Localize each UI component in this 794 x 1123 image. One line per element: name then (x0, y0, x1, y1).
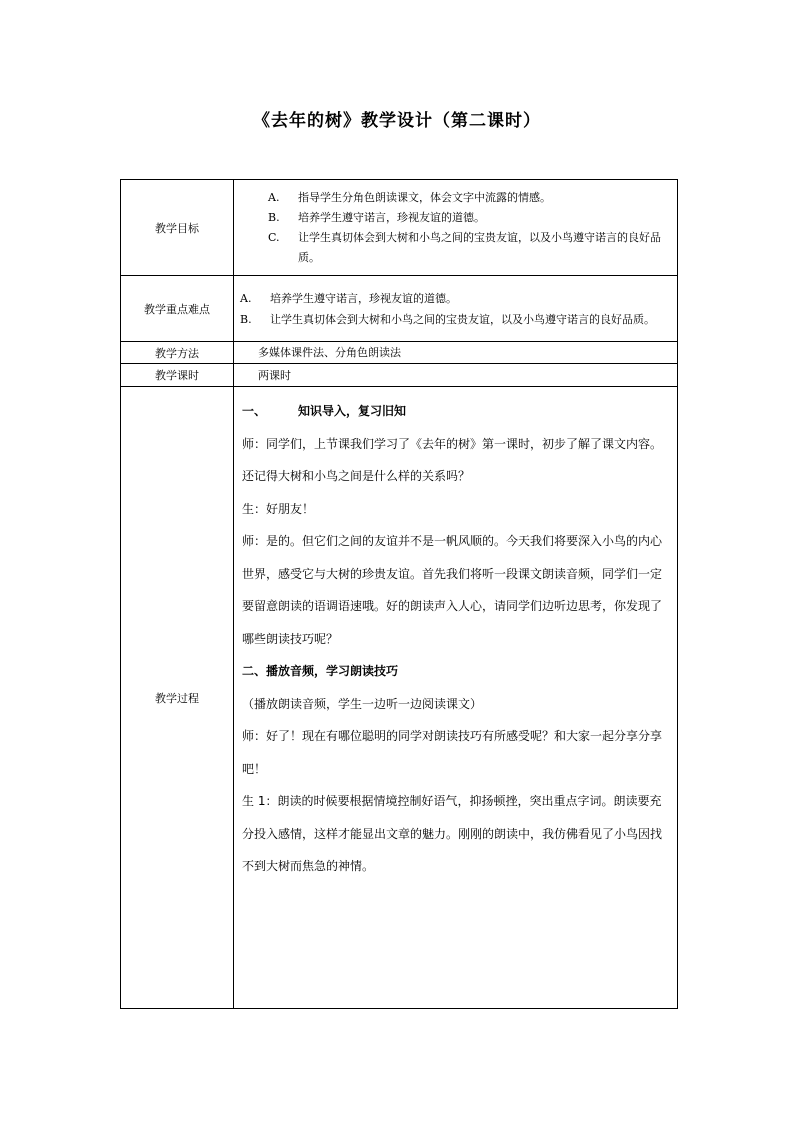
table-row-hours (121, 364, 678, 387)
table-row-method (121, 342, 678, 364)
list-text: 指导学生分角色朗读课文，体会文字中流露的情感。 (298, 190, 551, 204)
paragraph: 生 1：朗读的时候要根据情境控制好语气，抑扬顿挫，突出重点字词。朗读要充分投入感情，这样才能显出文章的魅力。刚刚的朗读中，我仿佛看见了小鸟因找不到大树而焦急的神情。 (242, 794, 663, 873)
row-label-goals: 教学目标 (121, 180, 234, 276)
table-row-process (121, 387, 678, 1009)
table-row-goals (121, 180, 678, 276)
list-text: 让学生真切体会到大树和小鸟之间的宝贵友谊，以及小鸟遵守诺言的良好品质。 (298, 230, 661, 264)
paragraph: 师：好了！现在有哪位聪明的同学对朗读技巧有所感受呢？和大家一起分享分享吧！ (242, 729, 663, 776)
lesson-plan-table (120, 179, 678, 1009)
paragraph: 生：好朋友！ (242, 501, 315, 516)
list-marker: A. (268, 190, 280, 204)
row-label-hours: 教学课时 (121, 364, 234, 387)
row-label-process: 教学过程 (121, 387, 234, 1009)
section-heading (242, 395, 671, 428)
list-text: 培养学生遵守诺言，珍视友谊的道德。 (298, 210, 485, 224)
paragraph: 师：是的。但它们之间的友谊并不是一帆风顺的。今天我们将要深入小鸟的内心世界，感受它与大树的珍贵友谊。首先我们将听一段课文朗读音频，同学们一定要留意朗读的语调语速哦。好的朗读声入人心，请同学们边听边思考，你发现了哪些朗读技巧呢？ (242, 534, 663, 646)
list-text: 让学生真切体会到大树和小鸟之间的宝贵友谊，以及小鸟遵守诺言的良好品质。 (270, 312, 655, 326)
section-heading: 二、播放音频，学习朗读技巧 (242, 664, 399, 678)
list-text: 培养学生遵守诺言，珍视友谊的道德。 (270, 291, 457, 305)
section-heading-text: 知识导入，复习旧知 (298, 404, 407, 418)
row-label-method: 教学方法 (121, 342, 234, 364)
list-marker: C. (268, 230, 280, 244)
list-item (268, 228, 671, 268)
document-title: 《去年的树》教学设计（第二课时） (253, 111, 541, 131)
table-row-keypoints (121, 276, 678, 342)
list-item (240, 309, 671, 330)
list-item (268, 188, 671, 208)
list-item (240, 288, 671, 309)
goals-cell (234, 180, 678, 276)
list-marker: B. (268, 210, 280, 224)
paragraph: 师：同学们，上节课我们学习了《去年的树》第一课时，初步了解了课文内容。还记得大树和小鸟之间是什么样的关系吗？ (242, 436, 663, 483)
hours-value: 两课时 (258, 368, 291, 382)
list-marker: B. (240, 312, 252, 326)
method-value: 多媒体课件法、分角色朗读法 (258, 346, 401, 359)
keypoints-cell (234, 276, 678, 342)
hours-cell (234, 364, 678, 387)
row-label-keypoints: 教学重点难点 (121, 276, 234, 342)
section-number: 一、 (242, 404, 267, 418)
process-cell (234, 387, 678, 1009)
method-cell (234, 342, 678, 364)
paragraph: （播放朗读音频，学生一边听一边阅读课文） (242, 696, 483, 711)
list-marker: A. (240, 291, 252, 305)
list-item (268, 208, 671, 228)
